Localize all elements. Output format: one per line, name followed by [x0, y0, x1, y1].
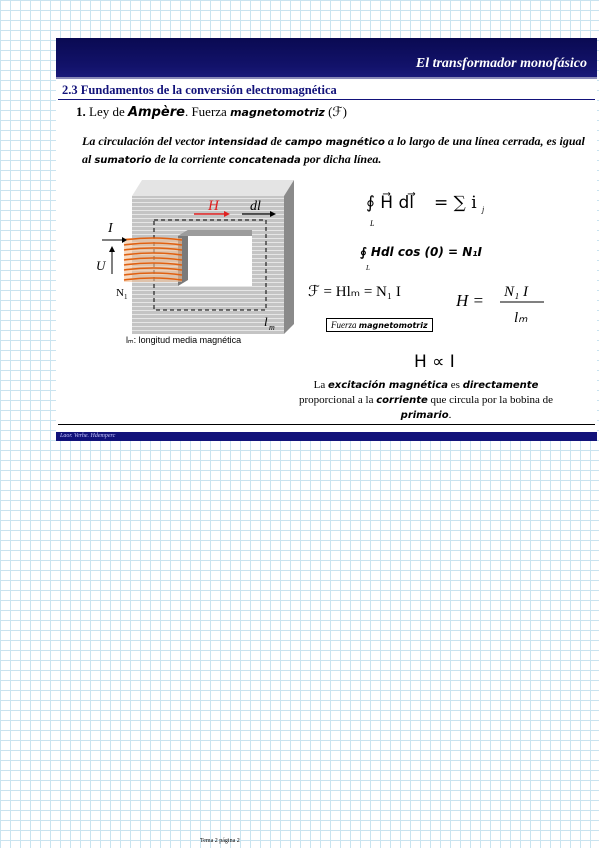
- label-H: H: [208, 198, 219, 214]
- fmm-box: [326, 318, 433, 332]
- conc-hw-4: primario: [400, 410, 449, 421]
- equation-fmm: ℱ = Hlₘ = N₁ I: [308, 284, 401, 300]
- para-text-3: a lo largo de una línea cerrada, es igual al: [82, 134, 585, 166]
- core-window: [178, 236, 252, 286]
- eq1-sub-j: j: [482, 205, 485, 214]
- conclusion-text: [296, 378, 556, 423]
- coil: [124, 238, 182, 282]
- conc-hw-3: corriente: [376, 395, 428, 406]
- equation-proportional: H ∝ I: [414, 352, 455, 372]
- para-text-4: de la corriente: [154, 152, 226, 166]
- window-top-inner: [178, 230, 252, 236]
- eq1-lhs: ∮ H⃗ dl⃗: [366, 193, 414, 213]
- section-rule: [58, 99, 595, 100]
- conc-text-3: proporcional a la: [298, 394, 374, 406]
- section-title: 2.3 Fundamentos de la conversión electromagnética: [62, 83, 337, 97]
- conc-hw-2: directamente: [462, 380, 539, 391]
- para-text-5: por dicha línea.: [303, 152, 382, 166]
- law-ampere: Ampère: [127, 105, 185, 120]
- equation-cos: [316, 232, 516, 272]
- label-lm: l: [264, 314, 268, 329]
- conc-text-1: La: [313, 379, 326, 391]
- core-top: [132, 180, 294, 196]
- eq4-H: H =: [456, 291, 484, 310]
- law-title: [76, 104, 347, 120]
- para-hw-1: intensidad: [207, 137, 268, 148]
- law-number: 1.: [76, 104, 86, 119]
- para-hw-3: sumatorio: [94, 155, 152, 166]
- fmm-box-a: Fuerza: [331, 320, 357, 330]
- law-magneto: magnetomotriz: [230, 106, 325, 119]
- eq2-text: ∮ Hdl cos (0) = N₁I: [360, 245, 483, 259]
- u-arrowhead: [109, 246, 115, 252]
- figure-caption: lₘ: longitud media magnética: [126, 335, 242, 345]
- law-ley: Ley de: [89, 104, 125, 119]
- conc-text-4: que circula por la bobina de: [430, 394, 554, 406]
- law-symbol: (ℱ): [328, 104, 347, 119]
- core-figure: [94, 174, 304, 342]
- eq4-num: N₁ I: [504, 284, 528, 300]
- eq1-sub-L: L: [370, 219, 375, 228]
- page-footer: Tema 2 página 2: [200, 838, 240, 844]
- label-I: I: [108, 221, 113, 236]
- fmm-box-b: magnetomotriz: [358, 321, 428, 330]
- definition-paragraph: [82, 133, 588, 169]
- label-dl: dl: [250, 199, 261, 214]
- bottom-rule: [58, 424, 595, 425]
- header-title: El transformador monofásico: [415, 56, 587, 71]
- para-hw-2: campo magnético: [285, 137, 385, 148]
- header-bar: [56, 38, 597, 78]
- equation-h: [456, 276, 546, 334]
- footer-text: Laor. Verhe. Hdemperc: [60, 433, 116, 439]
- conc-text-5: .: [448, 409, 452, 421]
- law-fuerza: . Fuerza: [184, 104, 227, 119]
- header-divider: [56, 77, 597, 79]
- equation-circulation: [316, 178, 516, 234]
- para-hw-4: concatenada: [228, 155, 301, 166]
- label-U: U: [96, 258, 106, 273]
- eq1-rhs: = ∑ i: [434, 193, 477, 213]
- core-side: [284, 180, 294, 334]
- slide: [56, 38, 597, 441]
- conc-text-2: es: [450, 379, 460, 391]
- eq4-den: lₘ: [514, 310, 528, 326]
- footer-bar: [56, 432, 597, 441]
- label-N1-sub: 1: [124, 293, 128, 301]
- para-text-1: La circulación del vector: [82, 134, 205, 148]
- conc-hw-1: excitación magnética: [327, 380, 449, 391]
- label-N1: N: [116, 287, 124, 299]
- para-text-2: de: [270, 134, 282, 148]
- label-lm-sub: m: [269, 323, 275, 332]
- eq2-sub: L: [366, 264, 370, 272]
